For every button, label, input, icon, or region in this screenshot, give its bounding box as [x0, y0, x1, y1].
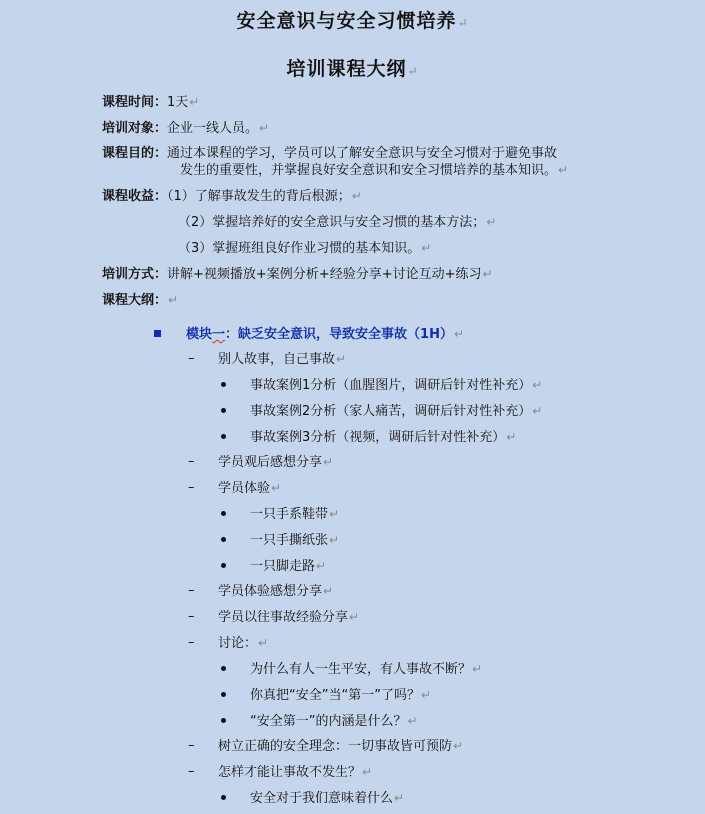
outline-item: [218, 635, 268, 652]
outline-item: [218, 583, 333, 600]
paragraph-mark: ↵: [349, 610, 360, 624]
course-time-row: [102, 94, 199, 111]
paragraph-mark: ↵: [558, 163, 569, 177]
paragraph-mark: ↵: [323, 455, 334, 469]
paragraph-mark: ↵: [189, 95, 200, 109]
dot-bullet-icon: [221, 718, 226, 723]
outline-item-text: 学员体验感想分享: [218, 584, 323, 599]
dash-bullet-icon: –: [188, 480, 195, 495]
module-1-prefix: 模块: [186, 327, 213, 342]
outline-subitem: [250, 661, 482, 678]
outline-subitem-text: 为什么有人一生平安，有人事故不断？: [250, 662, 472, 677]
dot-bullet-icon: [221, 666, 226, 671]
outline-subitem-text: 一只脚走路: [250, 559, 316, 574]
square-bullet-icon: [154, 330, 161, 337]
outline-label: 课程大纲：: [102, 293, 168, 308]
outline-subitem: [250, 377, 542, 394]
paragraph-mark: ↵: [316, 559, 327, 573]
paragraph-mark: ↵: [329, 533, 340, 547]
paragraph-mark: ↵: [453, 739, 464, 753]
dot-bullet-icon: [221, 408, 226, 413]
target-label: 培训对象：: [102, 121, 168, 136]
course-time-label: 课程时间：: [102, 95, 168, 110]
outline-item-text: 学员观后感想分享: [218, 455, 323, 470]
dot-bullet-icon: [221, 692, 226, 697]
paragraph-mark: ↵: [457, 16, 469, 30]
outline-subitem-text: 事故案例2分析（家人痛苦，调研后针对性补充）: [250, 404, 532, 419]
outline-item-text: 学员以往事故经验分享: [218, 610, 349, 625]
paragraph-mark: ↵: [329, 507, 340, 521]
dot-bullet-icon: [221, 511, 226, 516]
document-title-text: 安全意识与安全习惯培养: [236, 10, 457, 32]
dash-bullet-icon: –: [188, 764, 195, 779]
paragraph-mark: ↵: [336, 352, 347, 366]
outline-item: [218, 764, 372, 781]
outline-item: [218, 351, 346, 368]
gain-item-1: （1）了解事故发生的背后根源；: [167, 189, 351, 204]
gain-row-1: [102, 188, 362, 205]
purpose-label: 课程目的：: [102, 146, 168, 161]
paragraph-mark: ↵: [472, 662, 483, 676]
outline-subitem: [250, 532, 339, 549]
paragraph-mark: ↵: [407, 714, 418, 728]
paragraph-mark: ↵: [168, 293, 179, 307]
gain-item-3: （3）掌握班组良好作业习惯的基本知识。: [178, 241, 421, 256]
outline-subitem: [250, 713, 418, 730]
outline-item: [218, 480, 281, 497]
paragraph-mark: ↵: [453, 327, 465, 341]
dot-bullet-icon: [221, 537, 226, 542]
document-subtitle: [0, 54, 705, 81]
dot-bullet-icon: [221, 795, 226, 800]
paragraph-mark: ↵: [259, 121, 270, 135]
module-1-number: 一: [212, 327, 226, 342]
paragraph-mark: ↵: [420, 688, 432, 702]
outline-subitem: [250, 790, 404, 807]
target-value: 企业一线人员。: [167, 121, 259, 136]
gain-row-2: [178, 214, 496, 231]
method-row: [102, 266, 493, 283]
paragraph-mark: ↵: [258, 636, 269, 650]
outline-subitem-text: 你真把“安全”当“第一”了吗？: [250, 688, 420, 703]
outline-item-text: 怎样才能让事故不发生？: [218, 765, 362, 780]
dot-bullet-icon: [221, 382, 226, 387]
outline-subitem-text: 事故案例1分析（血腥图片，调研后针对性补充）: [250, 378, 532, 393]
method-label: 培训方式：: [102, 267, 168, 282]
outline-subitem: [250, 558, 326, 575]
outline-subitem-text: 安全对于我们意味着什么: [250, 791, 394, 806]
paragraph-mark: ↵: [407, 64, 419, 78]
purpose-row-cont: [180, 162, 568, 179]
paragraph-mark: ↵: [532, 378, 543, 392]
dot-bullet-icon: [221, 563, 226, 568]
outline-subitem-text: 一只手撕纸张: [250, 533, 329, 548]
outline-item-text: 树立正确的安全理念：一切事故皆可预防: [218, 739, 453, 754]
paragraph-mark: ↵: [421, 241, 432, 255]
outline-subitem: [250, 429, 516, 446]
outline-item-text: 讨论：: [218, 636, 258, 651]
paragraph-mark: ↵: [323, 584, 334, 598]
dot-bullet-icon: [221, 434, 226, 439]
dash-bullet-icon: –: [188, 609, 195, 624]
outline-subitem-text: “安全第一”的内涵是什么？: [250, 714, 407, 729]
paragraph-mark: ↵: [362, 765, 373, 779]
outline-subitem: [250, 403, 542, 420]
method-value: 讲解+视频播放+案例分析+经验分享+讨论互动+练习: [167, 267, 482, 282]
paragraph-mark: ↵: [486, 215, 497, 229]
paragraph-mark: ↵: [351, 189, 362, 203]
document-subtitle-text: 培训课程大纲: [286, 58, 407, 80]
outline-item: [218, 738, 463, 755]
purpose-line-2: 发生的重要性，并掌握良好安全意识和安全习惯培养的基本知识。: [180, 163, 558, 178]
target-row: [102, 120, 269, 137]
outline-item-text: 学员体验: [218, 481, 271, 496]
outline-item: [218, 454, 333, 471]
dash-bullet-icon: –: [188, 738, 195, 753]
outline-row: [102, 292, 178, 309]
module-1-heading: [186, 326, 464, 343]
purpose-line-1: 通过本课程的学习，学员可以了解安全意识与安全习惯对于避免事故: [167, 146, 558, 161]
dash-bullet-icon: –: [188, 351, 195, 366]
outline-subitem-text: 事故案例3分析（视频，调研后针对性补充）: [250, 430, 506, 445]
paragraph-mark: ↵: [506, 430, 517, 444]
paragraph-mark: ↵: [532, 404, 543, 418]
course-time-value: 1天: [167, 95, 189, 110]
paragraph-mark: ↵: [271, 481, 282, 495]
gain-label: 课程收益：: [102, 189, 168, 204]
gain-row-3: [178, 240, 431, 257]
purpose-row: [102, 146, 557, 162]
gain-item-2: （2）掌握培养好的安全意识与安全习惯的基本方法；: [178, 215, 486, 230]
outline-item: [218, 609, 359, 626]
paragraph-mark: ↵: [394, 791, 405, 805]
paragraph-mark: ↵: [482, 267, 493, 281]
dash-bullet-icon: –: [188, 635, 195, 650]
outline-item-text: 别人故事，自己事故: [218, 352, 336, 367]
outline-subitem: [250, 506, 339, 523]
outline-subitem-text: 一只手系鞋带: [250, 507, 329, 522]
dash-bullet-icon: –: [188, 583, 195, 598]
outline-subitem: [250, 687, 431, 704]
module-1-title: ：缺乏安全意识，导致安全事故（1H）: [225, 327, 453, 342]
document-title: [0, 6, 705, 33]
dash-bullet-icon: –: [188, 454, 195, 469]
